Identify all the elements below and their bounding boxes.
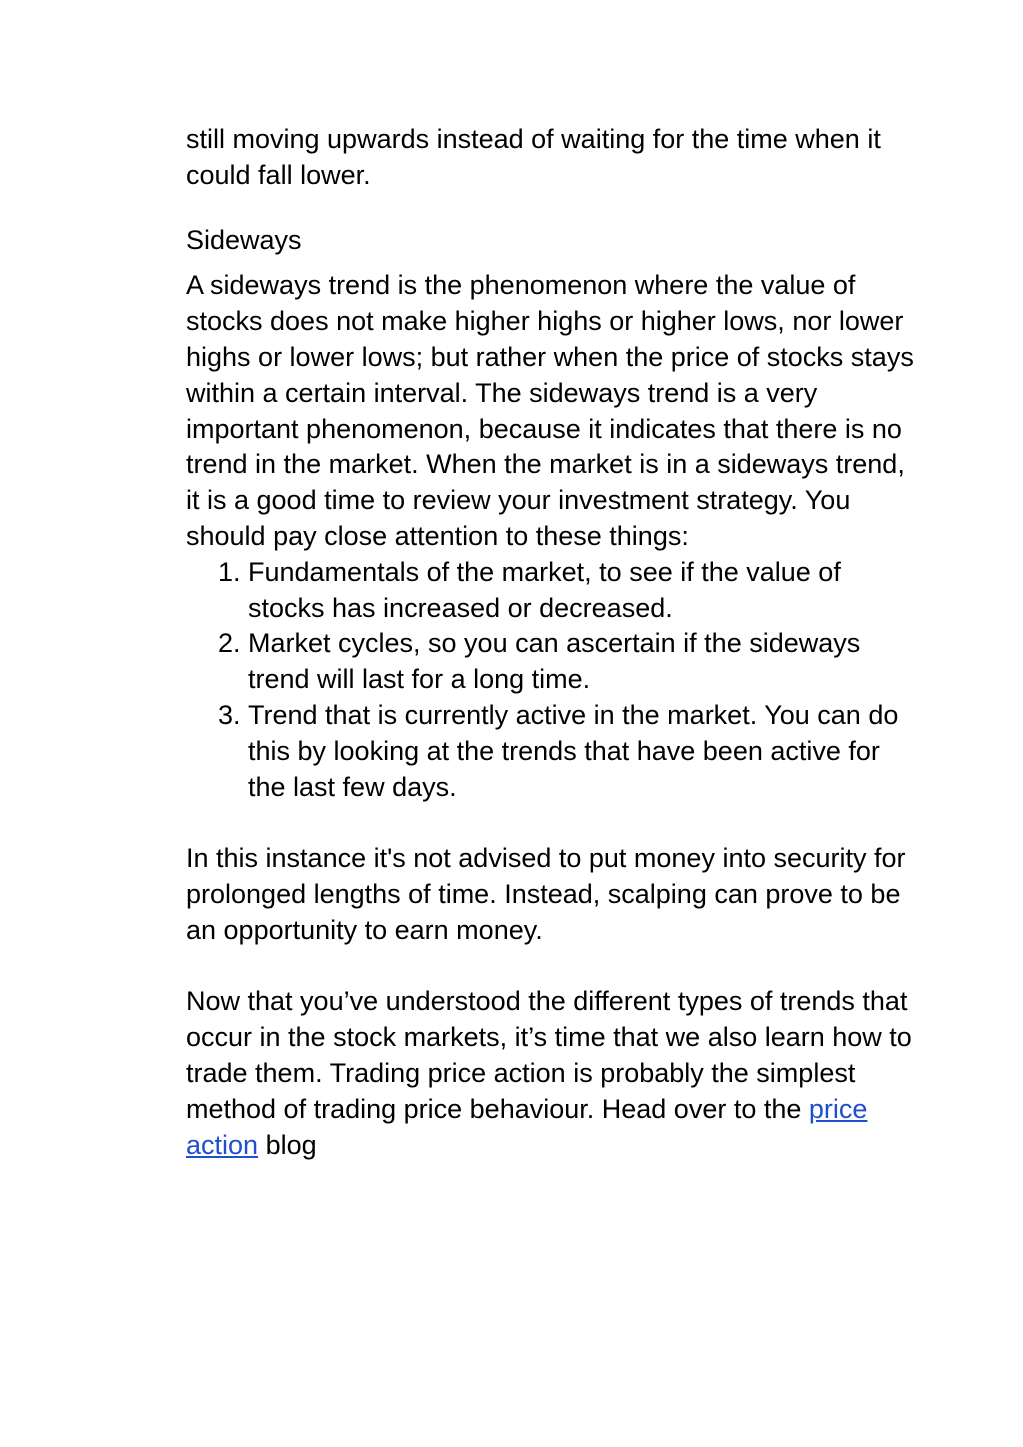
trading-paragraph-tail: blog [258, 1129, 317, 1160]
list-item: 1. Fundamentals of the market, to see if the value of stocks has increased or decreased. [248, 555, 916, 627]
document-page [186, 122, 916, 1163]
sideways-paragraph: A sideways trend is the phenomenon where the value of stocks does not make higher highs or higher lows, nor lower highs or lower lows; but rather when the price of stocks stays within a certain interval. The sideways trend is a very important phenomenon, because it indicates that there is no trend in the market. When the market is in a sideways trend, it is a good time to review your investment strategy. You should pay close attention to these things: [186, 270, 914, 551]
trading-paragraph [186, 984, 916, 1163]
list-item: 3. Trend that is currently active in the market. You can do this by looking at the trends that have been active for the last few days. [248, 698, 916, 805]
trading-paragraph-text: Now that you’ve understood the different types of trends that occur in the stock markets, it’s time that we also learn how to trade them. Trading price action is probably the simplest method of trading price behaviour. Head over to the [186, 986, 912, 1124]
section-heading: Sideways [186, 224, 302, 255]
intro-paragraph: still moving upwards instead of waiting for the time when it could fall lower. [186, 124, 881, 190]
price-action-link[interactable]: price action [186, 1093, 868, 1160]
scalping-paragraph: In this instance it's not advised to put money into security for prolonged lengths of time. Instead, scalping can prove to be an opportunity to earn money. [186, 843, 906, 945]
numbered-list [186, 555, 916, 806]
list-item: 2. Market cycles, so you can ascertain if the sideways trend will last for a long time. [248, 626, 916, 698]
